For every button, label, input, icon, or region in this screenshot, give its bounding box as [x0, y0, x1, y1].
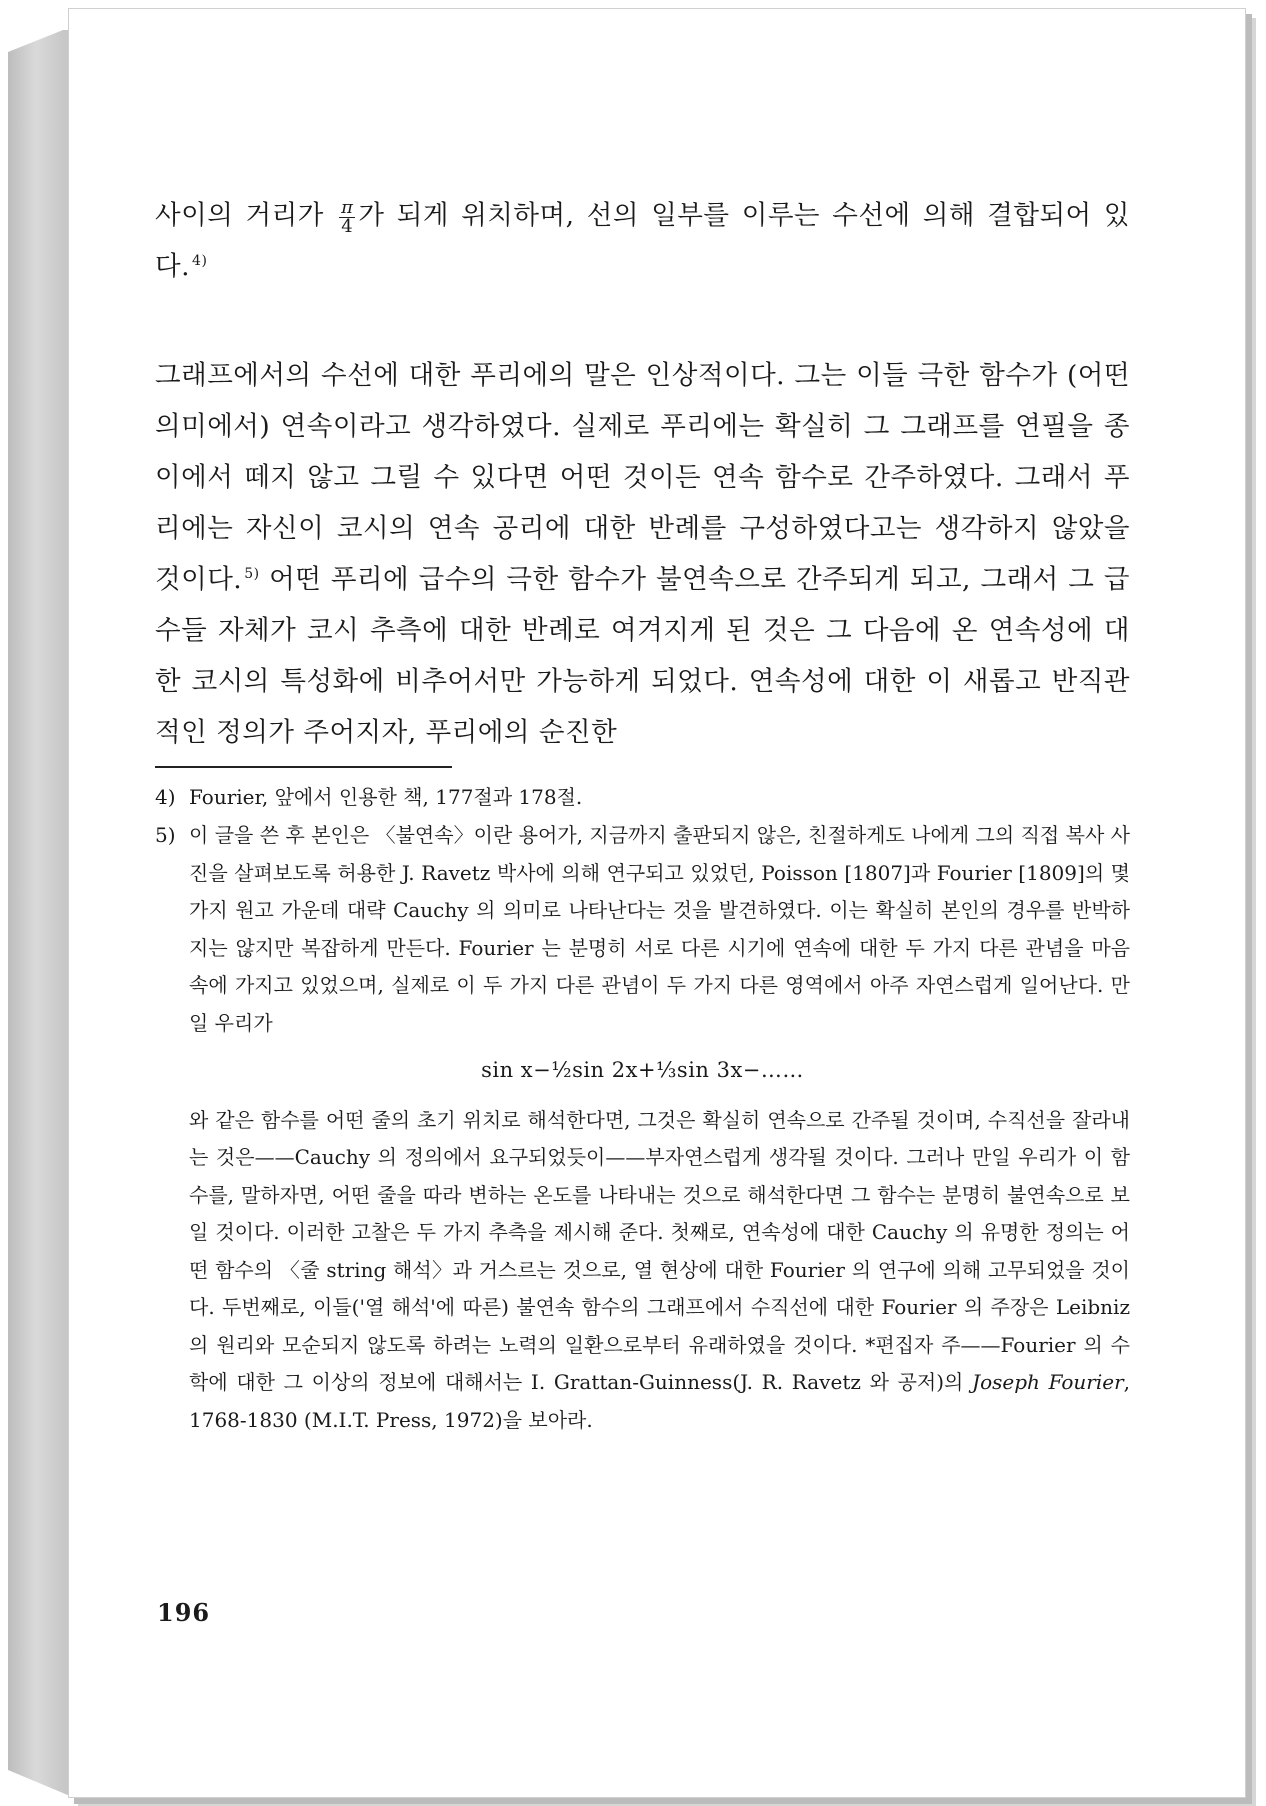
pi-over-4-fraction: [339, 196, 355, 237]
paragraph-2-text-a: 그래프에서의 수선에 대한 푸리에의 말은 인상적이다. 그는 이들 극한 함수가 (어떤 의미에서) 연속이라고 생각하였다. 실제로 푸리에는 확실히 그 그래프를 연필을 종이에서 떼지 않고 그릴 수 있다면 어떤 것이든 연속 함수로 간주하였다. 그래서 푸리에는 자신이 코시의 연속 공리에 대한 반례를 구성하였다고는 생각하지 않았을 것이다.: [155, 360, 1130, 595]
paragraph-1-text-b: 가 되게 위치하며, 선의 일부를 이루는 수선에 의해 결합되어 있다.: [155, 200, 1130, 282]
paragraph-1: [155, 190, 1130, 292]
footnote-4: [155, 779, 1130, 817]
fraction-denominator: 4: [341, 215, 354, 237]
page-number: 196: [157, 1598, 211, 1627]
footnote-5: [155, 817, 1130, 1439]
fraction-numerator: π: [341, 196, 354, 218]
footnote-5-body: [189, 817, 1130, 1439]
book-title-italic: Joseph Fourier: [972, 1370, 1124, 1394]
paragraph-2: [155, 350, 1130, 758]
footnote-5-text-b: 와 같은 함수를 어떤 줄의 초기 위치로 해석한다면, 그것은 확실히 연속으로 간주될 것이며, 수직선을 잘라내는 것은——Cauchy 의 정의에서 요구되었듯이——부자연스럽게 생각될 것이다. 그러나 만일 우리가 이 함수를, 말하자면, 어떤 줄을 따라 변하는 온도를 나타내는 것으로 해석한다면 그 함수는 분명히 불연속으로 보일 것이다. 이러한 고찰은 두 가지 추측을 제시해 준다. 첫째로, 연속성에 대한 Cauchy 의 유명한 정의는 어떤 함수의 〈줄 string 해석〉과 거스르는 것으로, 열 현상에 대한 Fourier 의 연구에 의해 고무되었을 것이다. 두번째로, 이들('열 해석'에 따른) 불연속 함수의 그래프에서 수직선에 대한 Fourier 의 주장은 Leibniz 의 원리와 모순되지 않도록 하려는 노력의 일환으로부터 유래하였을 것이다. *편집자 주——Fourier 의 수학에 대한 그 이상의 정보에 대해서는 I. Grattan-Guinness(J. R. Ravetz 와 공저)의: [189, 1107, 1130, 1394]
footnote-divider: [155, 766, 452, 768]
footnote-4-label: 4): [155, 785, 176, 809]
paragraph-1-text-a: 사이의 거리가: [155, 200, 337, 231]
paragraph-2-text-b: 어떤 푸리에 급수의 극한 함수가 불연속으로 간주되게 되고, 그래서 그 급수들 자체가 코시 추측에 대한 반례로 여겨지게 된 것은 그 다음에 온 연속성에 대한 코시의 특성화에 비추어서만 가능하게 되었다. 연속성에 대한 이 새롭고 반직관적인 정의가 주어지자, 푸리에의 순진한: [155, 564, 1130, 748]
footnote-5-text-a: 이 글을 쓴 후 본인은 〈불연속〉이란 용어가, 지금까지 출판되지 않은, 친절하게도 나에게 그의 직접 복사 사진을 살펴보도록 허용한 J. Ravetz 박사에 의해 연구되고 있었던, Poisson [1807]과 Fourier [1809]의 몇 가지 원고 가운데 대략 Cauchy 의 의미로 나타난다는 것을 발견하였다. 이는 확실히 본인의 경우를 반박하지는 않지만 복잡하게 만든다. Fourier 는 분명히 서로 다른 시기에 연속에 대한 두 가지 다른 관념을 마음 속에 가지고 있었으며, 실제로 이 두 가지 다른 관념이 두 가지 다른 영역에서 아주 자연스럽게 일어난다. 만일 우리가: [189, 823, 1130, 1035]
book-spine: [8, 30, 70, 1796]
footnote-5-text-c: , 1768-1830 (M.I.T. Press, 1972)을 보아라.: [189, 1370, 1130, 1432]
footnote-4-text: Fourier, 앞에서 인용한 책, 177절과 178절.: [189, 785, 583, 809]
footnote-ref-5: 5): [244, 566, 260, 583]
footnote-5-label: 5): [155, 823, 176, 847]
footnote-ref-4: 4): [192, 253, 208, 270]
sine-series-formula: sin x−½sin 2x+⅓sin 3x−……: [481, 1058, 804, 1082]
